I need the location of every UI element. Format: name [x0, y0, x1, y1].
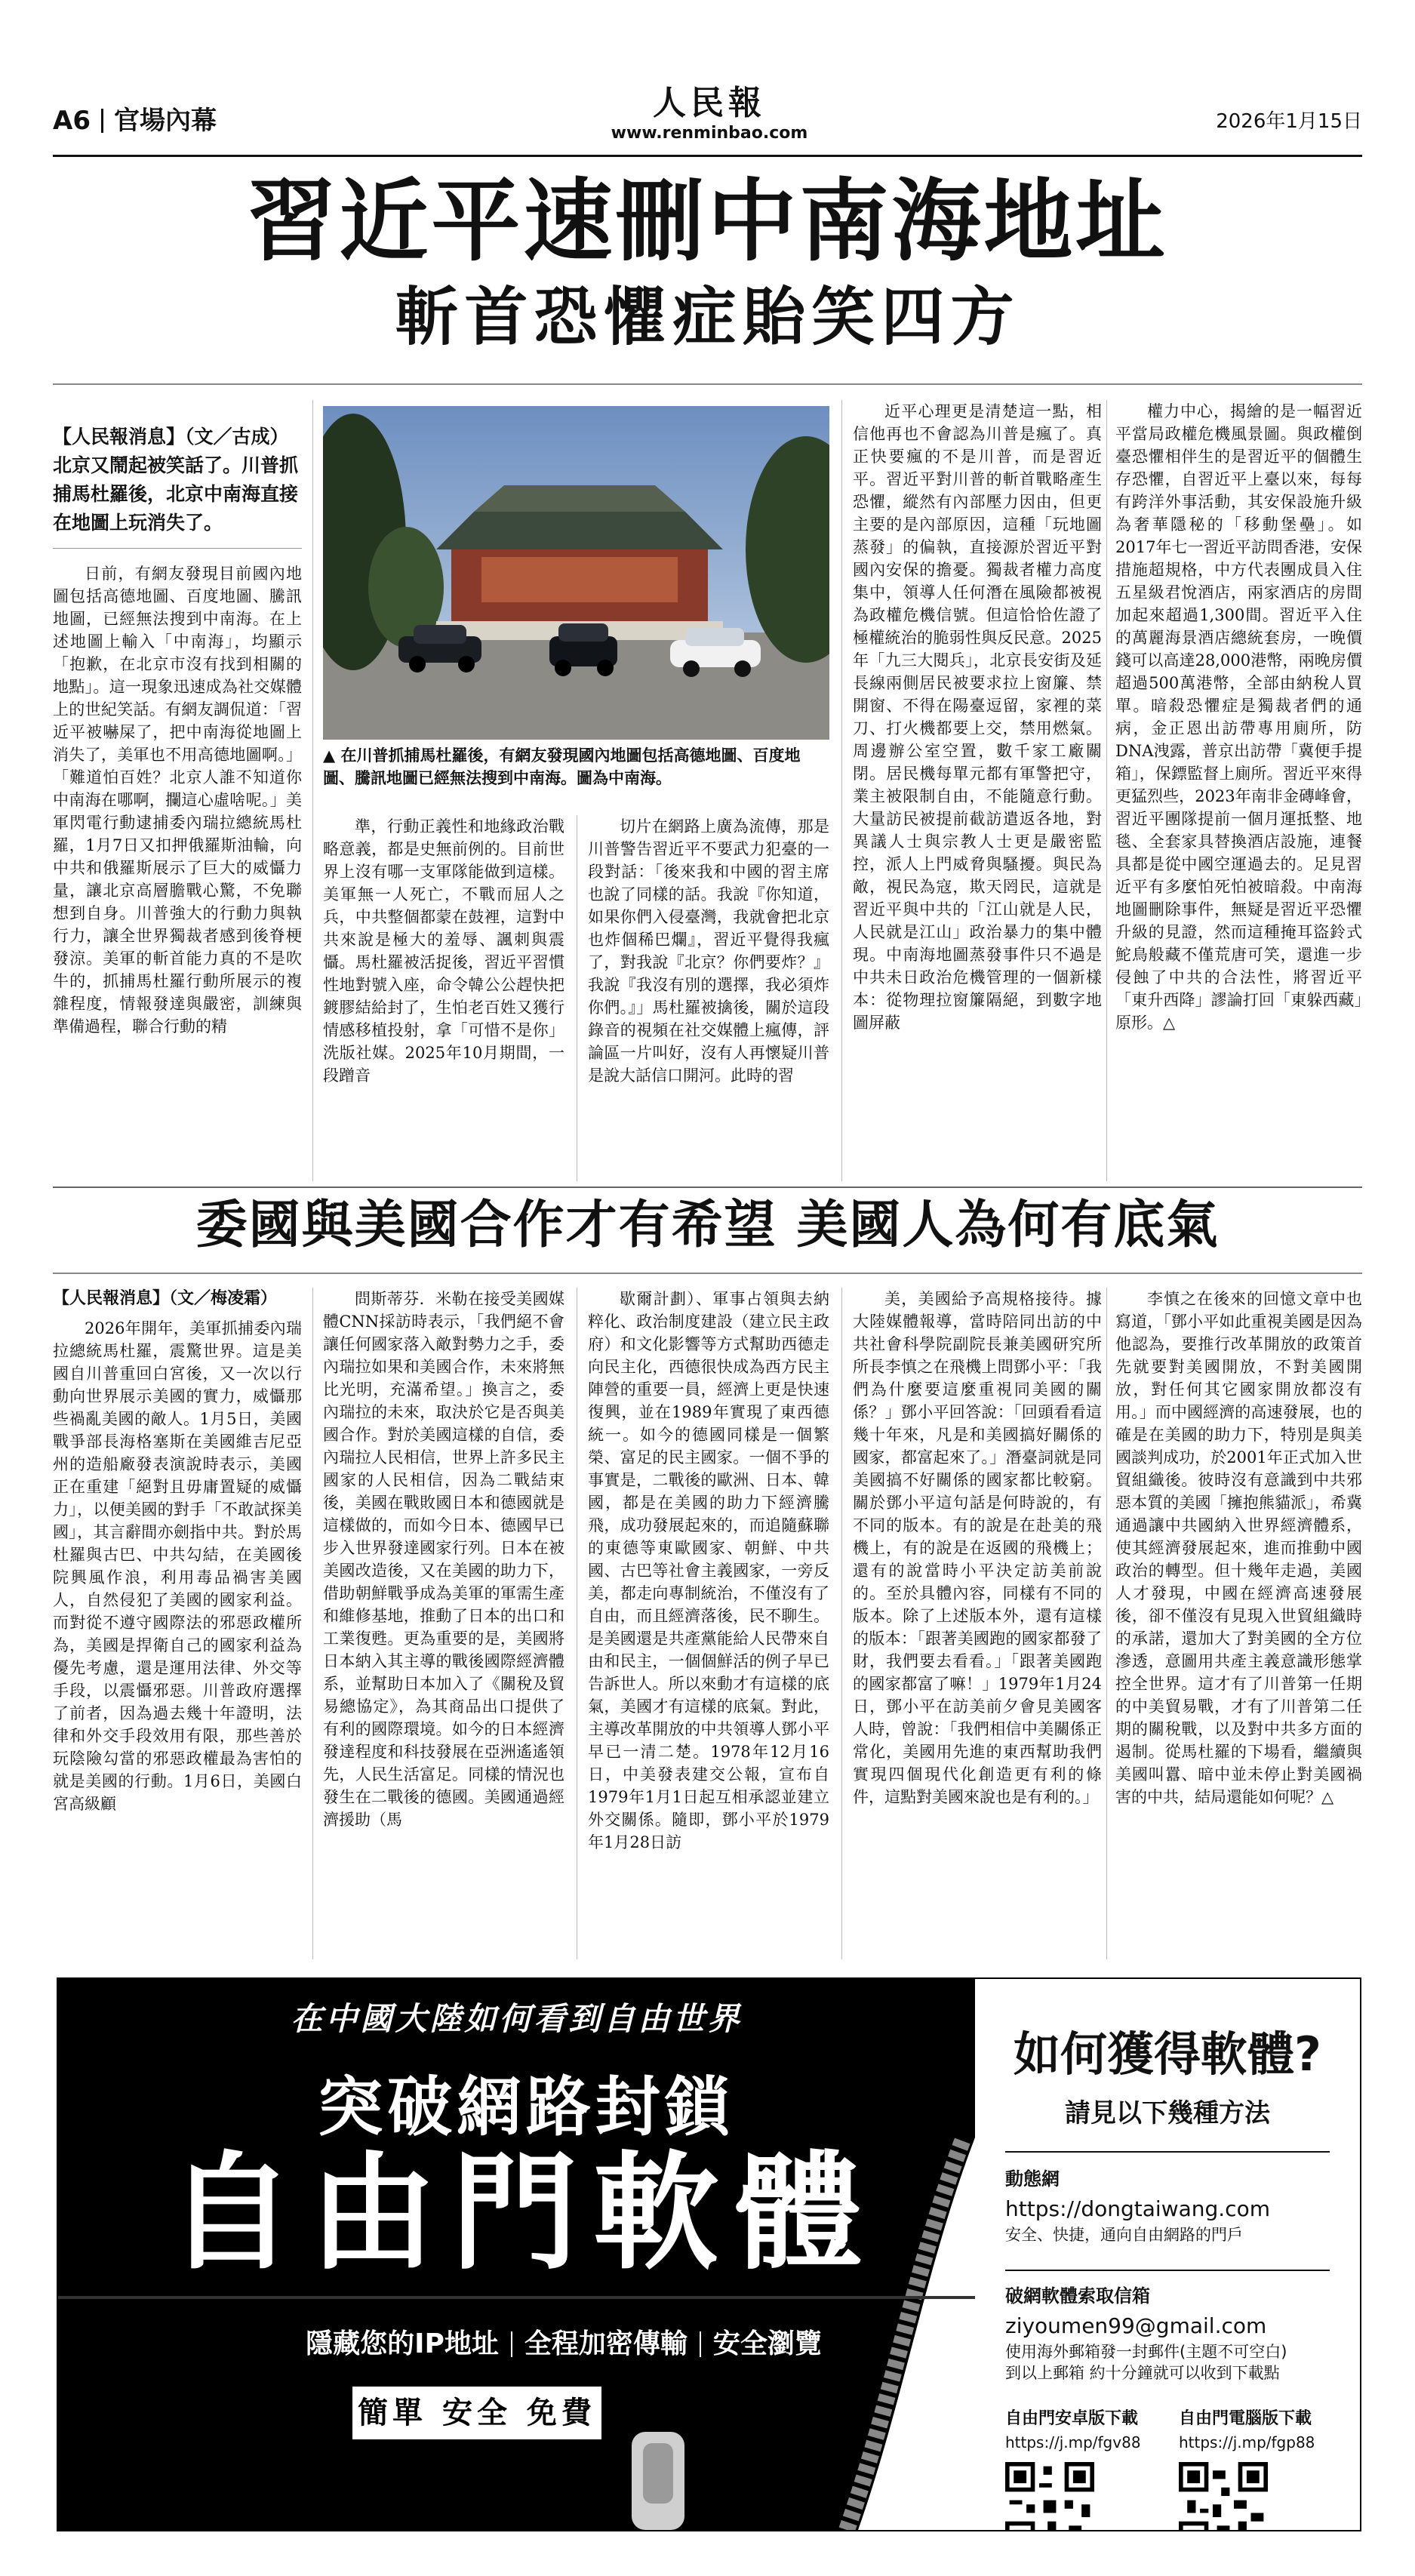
how-to-get-title: 如何獲得軟體? [1014, 2027, 1321, 2082]
article1-column-3: 切片在網路上廣為流傳，那是川普警告習近平不要武力犯臺的一段對話：「後來我和中國的習主席也說了同樣的話。我說『你知道，如果你們入侵臺灣，我就會把北京也炸個稀巴爛』，習近平覺得我瘋了，對我說『北京？你們要炸？』我說『我沒有別的選擇，我必須炸你們。』」馬杜羅被擒後，關於這段錄音的視頻在社交媒體上瘋傳，評論區一片叫好，沒有人再懷疑川普是說大話信口開河。此時的習 [588, 817, 829, 1085]
article2-column-1: 2026年開年，美軍抓捕委內瑞拉總統馬杜羅，震驚世界。這是美國自川普重回白宮後，又一次以行動向世界展示美國的實力，威懾那些禍亂美國的敵人。1月5日，美國戰爭部長海格塞斯在美國維吉尼亞州的造船廠發表演說時表示，美國正在重建「絕對且毋庸置疑的威懾力」，以便美國的對手「不敢試探美國」，其言辭間亦劍指中共。對於馬杜羅與古巴、中共勾結，在美國後院興風作浪，利用毒品禍害美國人，自然侵犯了美國的國家利益。而對從不遵守國際法的邪惡政權所為，美國是捍衛自己的國家利益為優先考慮，還是運用法律、外交等手段，以震懾邪惡。川普政府選擇了前者，因為過去幾十年證明，法律和外交手段效用有限，那些善於玩陰險勾當的邪惡政權最為害怕的就是美國的行動。1月6日，美國白宮高級顧 [53, 1319, 302, 1813]
article2-column-3: 歇爾計劃）、軍事占領與去納粹化、政治制度建設（建立民主政府）和文化影響等方式幫助西德走向民主化，西德很快成為西方民主陣營的重要一員，經濟上更是快速復興，並在1989年實現了東西德統一。如今的德國同樣是一個繁榮、富足的民主國家。一個不爭的事實是，二戰後的歐洲、日本、韓國，都是在美國的助力下經濟騰飛，成功發展起來的，而追隨蘇聯的東德等東歐國家、朝鮮、中共國、古巴等社會主義國家，一旁反美，都走向專制統治，不僅沒有了自由，而且經濟落後，民不聊生。是美國還是共產黨能給人民帶來自由和民主，一個個鮮活的例子早已告訴世人。所以來動才有這樣的底氣，美國才有這樣的底氣。對此，主導改革開放的中共領導人鄧小平早已一清二楚。1978年12月16日，中美發表建交公報，宣布自1979年1月1日起互相承認並建立外交關係。隨即，鄧小平於1979年1月28日訪 [588, 1290, 829, 1851]
site-url[interactable]: www.renminbao.com [611, 124, 808, 143]
page-section [53, 100, 217, 137]
article2-column-4: 美，美國給予高規格接待。據大陸媒體報導，當時陪同出訪的中共社會科學院副院長兼美國研究所所長李慎之在飛機上問鄧小平：「我們為什麼要這麼重視同美國的關係？」鄧小平回答說：「回頭看看這幾十年來，凡是和美國搞好關係的國家，都富起來了。」潛臺詞就是同美國搞不好關係的國家都比較窮。關於鄧小平這句話是何時說的，有不同的版本。有的說是在赴美的飛機上，有的說是在返國的飛機上；還有的說當時小平決定訪美前說的。至於具體內容，同樣有不同的版本。除了上述版本外，還有這樣的版本：「跟著美國跑的國家都發了財，我們要去看看。」「跟著美國跑的國家都富了嘛！」1979年1月24日，鄧小平在訪美前夕會見美國客人時，曾說：「我們相信中美關係正常化，美國用先進的東西幫助我們實現四個現代化創造更有利的條件，這點對美國來說也是有利的。」 [853, 1290, 1102, 1806]
dongtaiwang-link[interactable]: https://dongtaiwang.com [1005, 2196, 1270, 2221]
ad-divider [1005, 2151, 1330, 2153]
android-link[interactable]: https://j.mp/fgv88 [1005, 2433, 1141, 2451]
article1-column-2: 準，行動正義性和地緣政治戰略意義，都是史無前例的。目前世界上沒有哪一支軍隊能做到這樣。美軍無一人死亡，不戰而屈人之兵，中共整個都蒙在鼓裡，這對中共來說是極大的羞辱、諷刺與震懾。馬杜羅被活捉後，習近平習慣性地對號入座，命令韓公公趕快把鍍膠結給封了，生怕老百姓又獲行情感移植投射，拿「可惜不是你」洗版社媒。2025年10月期間，一段蹭音 [323, 817, 564, 1085]
column-divider [841, 400, 842, 1181]
email-note-2: 到以上郵箱 約十分鐘就可以收到下載點 [1005, 2364, 1280, 2382]
ad-features [186, 2322, 941, 2361]
dongtaiwang-label: 動態網 [1005, 2168, 1060, 2190]
pc-download [1179, 2405, 1337, 2531]
freegate-advertisement [57, 1977, 1361, 2531]
qr-code-icon [1005, 2462, 1094, 2531]
issue-date: 2026年1月15日 [1216, 110, 1362, 133]
section-separator [101, 109, 103, 133]
email-label: 破網軟體索取信箱 [1005, 2285, 1150, 2307]
column-divider [312, 1288, 313, 1959]
column-divider [1106, 1288, 1107, 1959]
android-label: 自由門安卓版下載 [1005, 2409, 1139, 2428]
ad-product-name: 自由門軟體 [168, 2139, 877, 2287]
masthead [53, 83, 1362, 155]
ad-tagline: 在中國大陸如何看到自由世界 [291, 2000, 743, 2037]
photo-illustration [323, 406, 829, 740]
lead-divider [53, 548, 302, 549]
feature-separator [511, 2331, 512, 2357]
email-note-1: 使用海外郵箱發一封郵件(主題不可空白) [1005, 2343, 1287, 2361]
dongtaiwang-note: 安全、快捷，通向自由網路的門戶 [1005, 2226, 1243, 2244]
ad-left-panel [58, 1979, 975, 2530]
dongtaiwang-block [1005, 2164, 1337, 2245]
article1-column-4: 近平心理更是清楚這一點，相信他再也不會認為川普是瘋了。真正快要瘋的不是川普，而是習近平。習近平對川普的斬首戰略產生恐懼，縱然有內部壓力因由，但更主要的是內部原因，這種「玩地圖蒸發」的偏執，直接源於習近平對國內安保的擔憂。獨裁者權力高度集中，領導人任何潛在風險都被視為政權危機信號。但這恰恰佐證了極權統治的脆弱性與反民意。2025年「九三大閱兵」，北京長安街及延長線兩側居民被要求拉上窗簾、禁開窗、不得在陽臺逗留，家裡的菜刀、打火機都要上交，禁用燃氣。周邊辦公室空置，數千家工廠關閉。居民機每單元都有軍警把守，業主被限制自由，不能隨意行動。大量訪民被提前截訪遣返各地，對異議人士與宗教人士更是嚴密監控，派人上門威脅與騷擾。與民為敵，視民為寇，欺天罔民，這就是習近平與中共的「江山就是人民，人民就是江山」政治暴力的集中體現。中南海地圖蒸發事件只不過是中共未日政治危機管理的一個新樣本：從物理拉窗簾隔絕，到數字地圖屏蔽 [853, 402, 1102, 1032]
article2-column-2: 問斯蒂芬．米勒在接受美國媒體CNN採訪時表示，「我們絕不會讓任何國家落入敵對勢力之手，委內瑞拉如果和美國合作，未來將無比光明，充滿希望。」換言之，委內瑞拉的未來，取決於它是否與美國合作。對於美國這樣的自信，委內瑞拉人民相信，世界上許多民主國家的人民相信，因為二戰結束後，美國在戰敗國日本和德國就是這樣做的，而如今日本、德國早已步入世界發達國家行列。日本在被美國改造後，又在美國的助力下，借助朝鮮戰爭成為美軍的軍需生產和維修基地，推動了日本的出口和工業復甦。更為重要的是，美國將日本納入其主導的戰後國際經濟體系，並幫助日本加入了《關稅及貿易總協定》，為其商品出口提供了有利的國際環境。如今的日本經濟發達程度和科技發展在亞洲遙遙領先，人民生活富足。同樣的情況也發生在二戰後的德國。美國通過經濟援助（馬 [323, 1290, 564, 1829]
how-to-get-subtitle: 請見以下幾種方法 [1065, 2098, 1270, 2128]
header-rule [53, 155, 1362, 157]
android-download [1005, 2405, 1164, 2531]
feature-separator [700, 2331, 701, 2357]
article-separator [53, 1186, 1362, 1188]
article1-lead: 【人民報消息】（文／古成）北京又鬧起被笑話了。川普抓捕馬杜羅後，北京中南海直接在地圖上玩消失了。 [53, 426, 299, 534]
newspaper-logo [604, 83, 815, 143]
article2-column-5: 李慎之在後來的回憶文章中也寫道，「鄧小平如此重視美國是因為他認為，要推行改革開放的政策首先就要對美國開放，不對美國開放，對任何其它國家開放都沒有用。」而中國經濟的高速發展，也的確是在美國的助力下，特別是與美國談判成功，於2001年正式加入世貿組織後。彼時沒有意識到中共邪惡本質的美國「擁抱熊貓派」，希冀通過讓中共國納入世界經濟體系，使其經濟發展起來，進而推動中國政治的轉型。但十幾年走過，美國人才發現，中國在經濟高速發展後，卻不僅沒有見現入世貿組織時的承諾，還加大了對美國的全方位滲透，意圖用共產主義意識形態掌控全世界。這才有了川普第一任期的中美貿易戰，才有了川普第二任期的關稅戰，以及對中共多方面的遏制。從馬杜羅的下場看，繼續與美國叫囂、暗中並未停止對美國禍害的中共，結局還能如何呢？△ [1115, 1290, 1362, 1806]
ad-divider [1005, 2270, 1330, 2271]
article2-headline: 委國與美國合作才有希望 美國人為何有底氣 [195, 1195, 1220, 1255]
pc-link[interactable]: https://j.mp/fgp88 [1179, 2433, 1315, 2451]
section-name: 官場內幕 [113, 106, 217, 136]
column-divider [1106, 400, 1107, 1181]
photo-caption: ▲ 在川普抓捕馬杜羅後，有網友發現國內地圖包括高德地圖、百度地圖、騰訊地圖已經無法搜到中南海。圖為中南海。 [323, 746, 801, 787]
ad-slogan-badge: 簡單 安全 免費 [352, 2387, 601, 2439]
feature-safe-browse: 安全瀏覽 [712, 2328, 822, 2359]
article2-rule [53, 1273, 1362, 1274]
column-divider [841, 1288, 842, 1959]
email-block [1005, 2281, 1337, 2384]
article1-rule [53, 383, 1362, 385]
feature-encryption: 全程加密傳輸 [524, 2328, 688, 2359]
qr-code-icon [1179, 2462, 1268, 2531]
logo-text: 人民報 [653, 84, 766, 122]
article1-column-5: 權力中心，揭繪的是一幅習近平當局政權危機風景圖。與政權倒臺恐懼相伴生的是習近平的個體生存恐懼，自習近平上臺以來，每每有跨洋外事活動，其安保設施升級為奢華隱秘的「移動堡壘」。如2017年七一習近平訪問香港，安保措施超規格，中方代表團成員入住五星級君悅酒店，兩家酒店的房間加起來超過1,300間。習近平入住的萬麗海景酒店總統套房，一晚價錢可以高達28,000港幣，兩晚房價超過500萬港幣，全部由納稅人買單。暗殺恐懼症是獨裁者們的通病，金正恩出訪帶專用廁所，防DNA洩露，普京出訪帶「冀便手提箱」，保鏢監督上廁所。習近平來得更猛烈些，2023年南非金磚峰會，習近平團隊提前一個月運抵整、地毯、全套家具替換酒店設施，連餐具都是從中國空運過去的。足見習近平有多麼怕死怕被暗殺。中南海地圖刪除事件，無疑是習近平恐懼升級的見證，然而這種掩耳盜鈴式鮀鳥般藏不僅荒唐可笑，還進一步侵蝕了中共的合法性，將習近平「東升西降」謬論打回「東躲西藏」原形。△ [1115, 402, 1362, 1032]
page-number: A6 [53, 106, 91, 136]
article1-column-1: 日前，有網友發現目前國內地圖包括高德地圖、百度地圖、騰訊地圖，已經無法搜到中南海。在上述地圖上輸入「中南海」，均顯示「抱歉，在北京市沒有找到相關的地點」。這一現象迅速成為社交媒體上的世紀笑話。有網友調侃道：「習近平被嚇屎了，把中南海從地圖上消失了，美軍也不用高德地圖啊。」「難道怕百姓？北京人誰不知道你中南海在哪啊，攔這心虛啥呢。」美軍閃電行動逮捕委內瑞拉總統馬杜羅，1月7日又扣押俄羅斯油輪，向中共和俄羅斯展示了巨大的威懾力量，讓北京高層膽戰心驚，不免聯想到自身。川普強大的行動力與執行力，讓全世界獨裁者感到後脊梗發涼。美軍的斬首能力真的不是吹牛的，抓捕馬杜羅行動所展示的複雜程度，情報發達與嚴密，訓練與準備過程，聯合行動的精 [53, 565, 302, 1036]
article1-headline: 習近平速刪中南海地址 [247, 168, 1168, 273]
pc-label: 自由門電腦版下載 [1179, 2409, 1312, 2428]
email-address[interactable]: ziyoumen99@gmail.com [1005, 2313, 1267, 2338]
column-divider [312, 400, 313, 1181]
ad-right-panel [975, 1979, 1360, 2530]
article1-subheadline: 斬首恐懼症貽笑四方 [395, 279, 1020, 354]
feature-hide-ip: 隱藏您的IP地址 [306, 2328, 499, 2359]
ad-break-firewall: 突破網路封鎖 [318, 2069, 734, 2145]
zhongnanhai-photo [323, 406, 829, 740]
article2-byline: 【人民報消息】（文／梅凌霜） [53, 1289, 278, 1308]
